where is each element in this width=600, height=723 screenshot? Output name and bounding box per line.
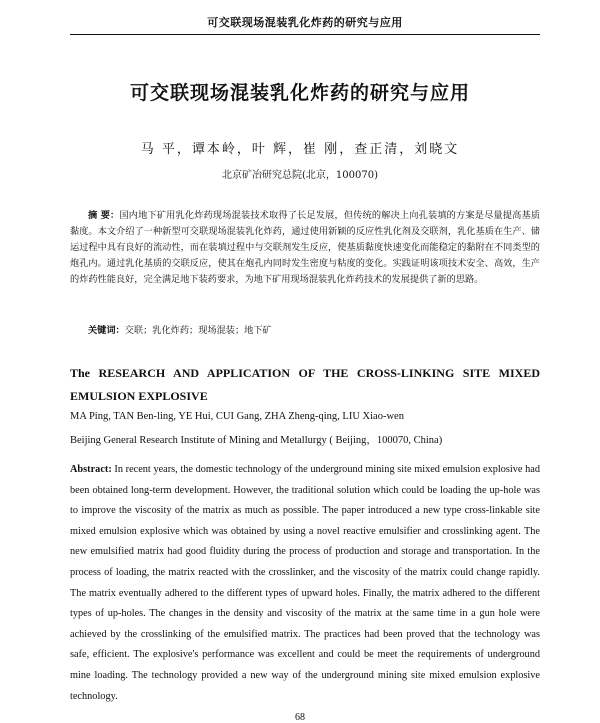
abstract-en-text: In recent years, the domestic technology of the underground mining site mixed emulsion explosive had been obtained long-term development. However, the traditional solution which could be loading the up-hole was to improve the viscosity of the matrix as much as possible. The paper introduced a new type cross-linkable site mixed emulsion explosive which was obtained by using a novel reactive emulsifier and crosslinking agent. The new emulsified matrix had good fluidity during the process of production and storage and transportation. In the process of loading, the matrix reacted with the crosslinker, and the viscosity of the matrix could change rapidly. The matrix eventually adhered to the different types of upward holes. Finally, the matrix adhered to the different types of up-holes. The changes in the density and viscosity of the matrix at the same time in a gun hole were achieved by the crosslinking of the emulsified matrix. The practices had been proved that the technology was safe, efficient. The explosive's performance was excellent and could be meet the requirements of underground mine loading. The technology provided a new way of the underground mining site mixed emulsion explosive technology. (70, 464, 540, 702)
article-title-cn: 可交联现场混装乳化炸药的研究与应用 (129, 82, 470, 104)
abstract-cn (70, 208, 540, 288)
abstract-cn-text: 国内地下矿用乳化炸药现场混装技术取得了长足发展，但传统的解决上向孔装填的方案是尽量提高基质黏度。本文介绍了一种新型可交联现场混装乳化炸药，通过使用新颖的反应性乳化剂及交联剂，乳化基质在生产、储运过程中具有良好的流动性，而在装填过程中与交联剂发生反应，使基质黏度快速变化而能稳定的黏附在不同类型的炮孔内。通过乳化基质的交联反应，使其在炮孔内同时发生密度与粘度的变化。实践证明该项技术安全、高效，生产的炸药性能良好，完全满足地下装药要求，为地下矿用现场混装乳化炸药技术的发展提供了新的思路。 (70, 210, 541, 285)
authors-en: MA Ping, TAN Ben-ling, YE Hui, CUI Gang, ZHA Zheng-qing, LIU Xiao-wen (70, 411, 404, 422)
affiliation-cn: 北京矿冶研究总院(北京，100070) (222, 170, 378, 181)
header-divider (70, 34, 540, 35)
keywords-cn (88, 322, 538, 336)
authors-cn: 马 平，谭本岭，叶 辉，崔 刚，查正清，刘晓文 (140, 142, 460, 157)
keywords-cn-label: 关键词： (88, 325, 125, 336)
affiliation-en: Beijing General Research Institute of Mining and Metallurgy ( Beijing，100070, China) (70, 435, 443, 446)
running-header: 可交联现场混装乳化炸药的研究与应用 (207, 16, 403, 29)
article-title-en: The RESEARCH AND APPLICATION OF THE CROSS-LINKING SITE MIXED EMULSION EXPLOSIVE (70, 366, 540, 403)
abstract-en (70, 460, 540, 707)
keywords-cn-text: 交联；乳化炸药；现场混装；地下矿 (124, 325, 272, 336)
abstract-en-label: Abstract: (70, 464, 112, 475)
page-number: 68 (295, 712, 305, 723)
abstract-cn-label: 摘 要： (88, 210, 120, 221)
